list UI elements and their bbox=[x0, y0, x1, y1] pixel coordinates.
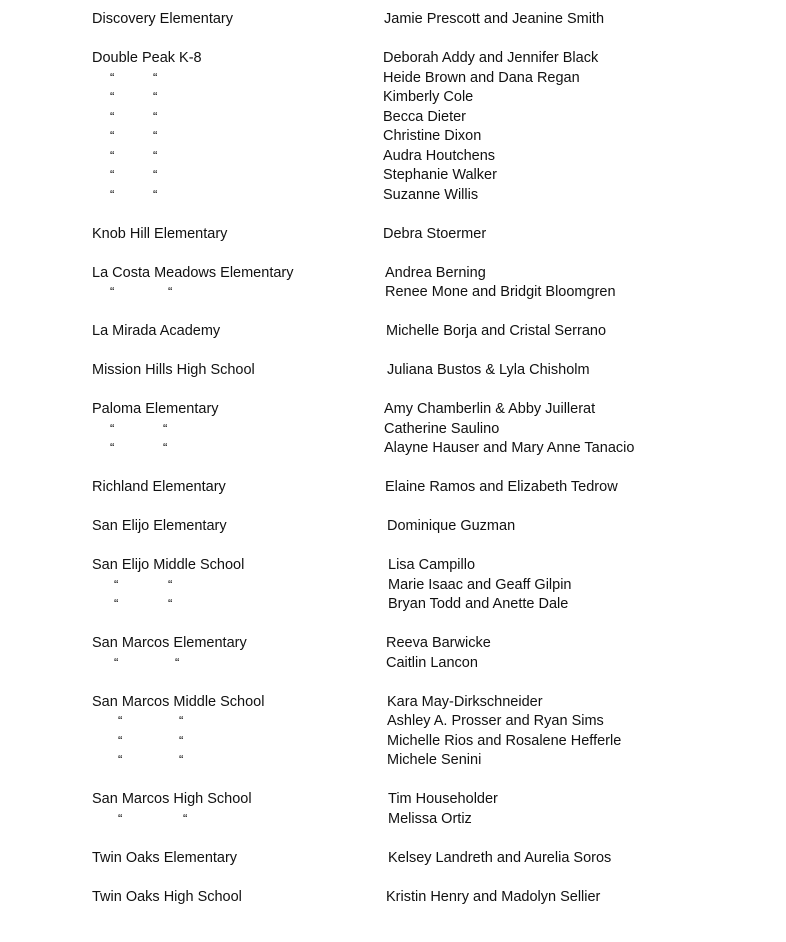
staff-names: Kara May-Dirkschneider bbox=[387, 693, 543, 710]
staff-names: Kristin Henry and Madolyn Sellier bbox=[386, 888, 601, 905]
ditto-mark: “ bbox=[110, 108, 115, 124]
ditto-mark: “ bbox=[114, 576, 119, 592]
ditto-mark: “ bbox=[110, 420, 115, 436]
ditto-mark: “ bbox=[110, 89, 115, 104]
ditto-mark: “ bbox=[114, 654, 119, 670]
staff-names: Alayne Hauser and Mary Anne Tanacio bbox=[384, 440, 635, 456]
ditto-mark: “ bbox=[163, 440, 168, 455]
staff-names: Amy Chamberlin & Abby Juillerat bbox=[384, 401, 596, 417]
ditto-mark: “ bbox=[110, 167, 115, 182]
ditto-mark: “ bbox=[168, 284, 173, 299]
ditto-mark: “ bbox=[168, 596, 173, 611]
ditto-mark: “ bbox=[153, 108, 158, 124]
staff-names: Stephanie Walker bbox=[383, 167, 497, 183]
staff-names: Debra Stoermer bbox=[383, 225, 487, 242]
staff-names: Jamie Prescott and Jeanine Smith bbox=[384, 11, 605, 27]
staff-names: Deborah Addy and Jennifer Black bbox=[383, 50, 599, 66]
ditto-mark: “ bbox=[179, 713, 184, 728]
ditto-mark: “ bbox=[118, 713, 123, 728]
school-name: San Marcos Middle School bbox=[92, 693, 265, 710]
ditto-mark: “ bbox=[153, 167, 158, 182]
ditto-mark: “ bbox=[153, 69, 158, 85]
ditto-mark: “ bbox=[110, 440, 115, 455]
staff-names: Reeva Barwicke bbox=[386, 635, 491, 651]
school-name: Twin Oaks Elementary bbox=[92, 849, 238, 866]
school-name: Double Peak K-8 bbox=[92, 50, 202, 66]
school-name: San Marcos Elementary bbox=[92, 635, 247, 651]
staff-names: Melissa Ortiz bbox=[388, 810, 472, 827]
staff-names: Lisa Campillo bbox=[388, 557, 476, 573]
school-name: Paloma Elementary bbox=[92, 401, 219, 417]
staff-names: Heide Brown and Dana Regan bbox=[383, 69, 580, 86]
school-name: San Marcos High School bbox=[92, 791, 252, 807]
staff-names: Becca Dieter bbox=[383, 108, 467, 125]
ditto-mark: “ bbox=[168, 576, 173, 592]
staff-names: Juliana Bustos & Lyla Chisholm bbox=[387, 362, 590, 378]
ditto-mark: “ bbox=[110, 147, 115, 163]
ditto-mark: “ bbox=[153, 186, 158, 202]
school-name: La Mirada Academy bbox=[92, 323, 221, 339]
staff-names: Dominique Guzman bbox=[387, 518, 516, 534]
school-name: Mission Hills High School bbox=[92, 362, 255, 378]
school-name: Discovery Elementary bbox=[92, 11, 234, 27]
ditto-mark: “ bbox=[110, 284, 115, 299]
ditto-mark: “ bbox=[110, 128, 115, 143]
ditto-mark: “ bbox=[110, 186, 115, 202]
school-name: San Elijo Elementary bbox=[92, 518, 227, 534]
staff-names: Kelsey Landreth and Aurelia Soros bbox=[388, 849, 612, 866]
staff-names: Catherine Saulino bbox=[384, 420, 500, 437]
staff-names: Michelle Borja and Cristal Serrano bbox=[386, 323, 607, 339]
staff-names: Elaine Ramos and Elizabeth Tedrow bbox=[385, 479, 618, 495]
staff-names: Michele Senini bbox=[387, 752, 482, 768]
ditto-mark: “ bbox=[179, 732, 184, 748]
staff-names: Renee Mone and Bridgit Bloomgren bbox=[385, 284, 616, 300]
staff-names: Marie Isaac and Geaff Gilpin bbox=[388, 576, 572, 593]
staff-names: Suzanne Willis bbox=[383, 186, 479, 203]
school-name: Knob Hill Elementary bbox=[92, 225, 228, 242]
ditto-mark: “ bbox=[163, 420, 168, 436]
staff-names: Ashley A. Prosser and Ryan Sims bbox=[387, 713, 604, 729]
ditto-mark: “ bbox=[110, 69, 115, 85]
staff-names: Caitlin Lancon bbox=[386, 654, 478, 671]
ditto-mark: “ bbox=[118, 810, 123, 826]
staff-names: Kimberly Cole bbox=[383, 89, 474, 105]
staff-names: Michelle Rios and Rosalene Hefferle bbox=[387, 732, 622, 749]
staff-names: Christine Dixon bbox=[383, 128, 482, 144]
school-name: Twin Oaks High School bbox=[92, 888, 242, 905]
ditto-mark: “ bbox=[183, 810, 188, 826]
ditto-mark: “ bbox=[153, 128, 158, 143]
school-name: La Costa Meadows Elementary bbox=[92, 264, 294, 281]
ditto-mark: “ bbox=[118, 752, 123, 767]
staff-names: Bryan Todd and Anette Dale bbox=[388, 596, 569, 612]
school-name: San Elijo Middle School bbox=[92, 557, 245, 573]
ditto-mark: “ bbox=[175, 654, 180, 670]
ditto-mark: “ bbox=[153, 89, 158, 104]
staff-names: Andrea Berning bbox=[385, 264, 486, 281]
ditto-mark: “ bbox=[114, 596, 119, 611]
ditto-mark: “ bbox=[153, 147, 158, 163]
staff-names: Audra Houtchens bbox=[383, 147, 496, 164]
ditto-mark: “ bbox=[118, 732, 123, 748]
staff-names: Tim Householder bbox=[388, 791, 498, 807]
school-name: Richland Elementary bbox=[92, 479, 226, 495]
ditto-mark: “ bbox=[179, 752, 184, 767]
